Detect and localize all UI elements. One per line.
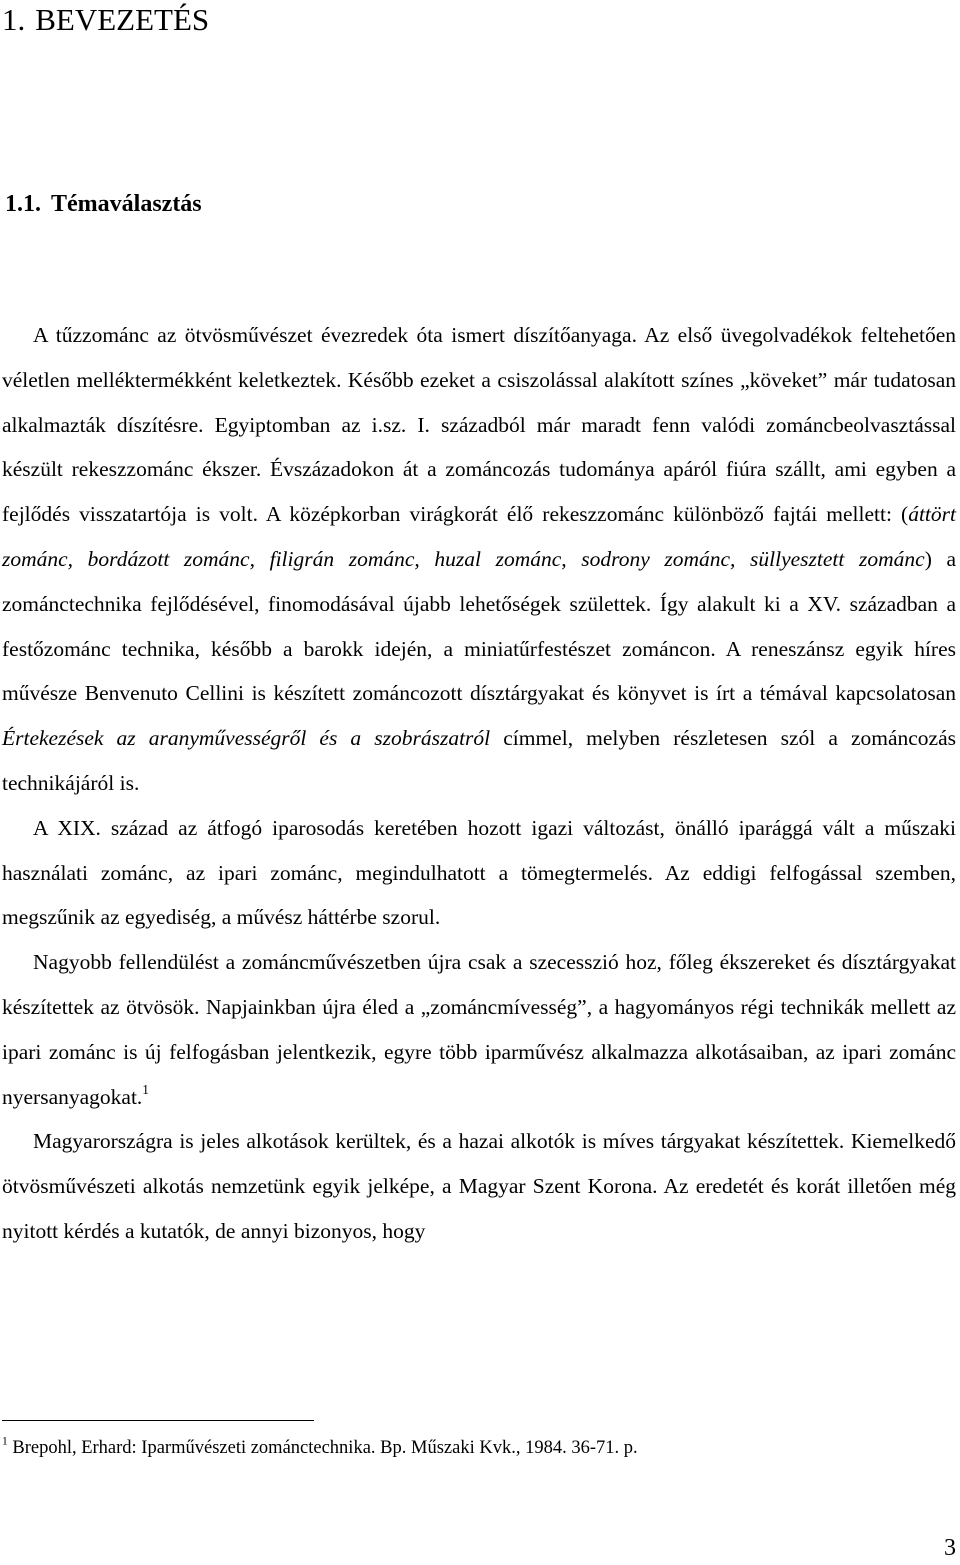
- paragraph-2: A XIX. század az átfogó iparosodás keretében hozott igazi változást, önálló iparággá vált a műszaki használati zománc, az ipari zománc, megindulhatott a tömegtermelés. Az eddigi felfogással szemben, megszűnik az egyediség, a művész háttérbe szorul.: [2, 815, 956, 930]
- footnote: [2, 1434, 638, 1462]
- italic-book-title: Értekezések az aranyművességről és a szobrászatról: [2, 726, 491, 751]
- section-heading: [5, 186, 202, 222]
- chapter-number: 1.: [2, 2, 26, 37]
- page-number: 3: [944, 1535, 956, 1561]
- paragraph-4: Magyarországra is jeles alkotások kerültek, és a hazai alkotók is míves tárgyakat készítettek. Kiemelkedő ötvösművészeti alkotás nemzetünk egyik jelképe, a Magyar Szent Korona. Az eredetét és korát illetően még nyitott kérdés a kutatók, de annyi bizonyos, hogy: [2, 1129, 956, 1243]
- footnote-separator: [2, 1420, 314, 1421]
- section-number: 1.1.: [5, 191, 41, 217]
- footnote-text: Brepohl, Erhard: Iparművészeti zománctechnika. Bp. Műszaki Kvk., 1984. 36-71. p.: [12, 1438, 638, 1458]
- body-text: [2, 313, 956, 1254]
- italic-enamel-types: áttört zománc, bordázott zománc, filigrán zománc, huzal zománc, sodrony zománc, süllyesztett zománc: [2, 502, 956, 571]
- paragraph-1: A tűzzománc az ötvösművészet évezredek óta ismert díszítőanyaga. Az első üvegolvadékok feltehetően véletlen melléktermékként keletkeztek. Később ezeket a csiszolással alakított színes „köveket” már tudatosan alkalmazták díszítésre. Egyiptomban az i.sz. I. századból már maradt fenn valódi zománcbeolvasztással készült rekeszzománc ékszer. Évszázadokon át a zománcozás tudománya apáról fiúra szállt, ami egyben a fejlődés visszatartója is volt. A középkorban virágkorát élő rekeszzománc különböző fajtái mellett: (áttört zománc, bordázott zománc, filigrán zománc, huzal zománc, sodrony zománc, süllyesztett zománc) a zománctechnika fejlődésével, finomodásával újabb lehetőségek születtek. Így alakult ki a XV. században a festőzománc technika, később a barokk idején, a miniatűrfestészet zománcon. A reneszánsz egyik híres művésze Benvenuto Cellini is készített zománcozott dísztárgyakat és könyvet is írt a témával kapcsolatosan Értekezések az aranyművességről és a szobrászatról címmel, melyben részletesen szól a zománcozás technikájáról is.: [2, 323, 957, 795]
- section-title: Témaválasztás: [51, 191, 202, 217]
- paragraph-3: Nagyobb fellendülést a zománcművészetben újra csak a szecesszió hoz, főleg ékszereket és dísztárgyakat készítettek az ötvösök. Napjainkban újra éled a „zománcmívesség”, a hagyományos régi technikák mellett az ipari zománc is új felfogásban jelentkezik, egyre több iparművész alkalmazza alkotásaiban, az ipari zománc nyersanyagokat.$^1$: [2, 950, 956, 1109]
- footnote-reference[interactable]: 1: [142, 1081, 149, 1097]
- chapter-heading: [2, 0, 209, 40]
- chapter-title: BEVEZETÉS: [35, 2, 210, 37]
- footnote-marker: 1: [2, 1435, 8, 1448]
